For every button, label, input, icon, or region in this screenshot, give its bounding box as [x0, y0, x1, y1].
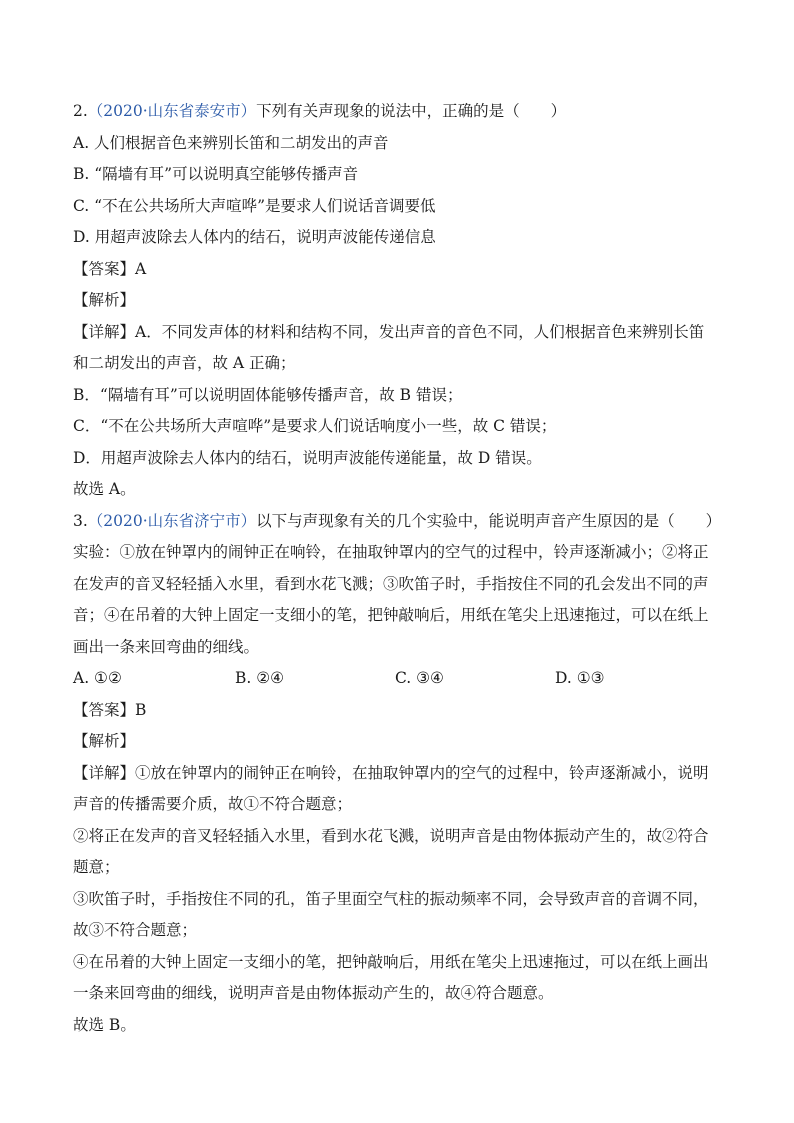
- document-page: [73, 96, 723, 1041]
- experiment-line: 在发声的音叉轻轻插入水里，看到水花飞溅；③吹笛子时，手指按住不同的孔会发出不同的声: [73, 574, 709, 593]
- experiment-line: 画出一条来回弯曲的细线。: [73, 637, 260, 656]
- detail-line: ②将正在发声的音叉轻轻插入水里，看到水花飞溅，说明声音是由物体振动产生的，故②符合: [73, 826, 709, 845]
- option-d: D. 用超声波除去人体内的结石，说明声波能传递信息: [73, 228, 436, 246]
- option-a: A. 人们根据音色来辨别长笛和二胡发出的声音: [73, 133, 389, 152]
- question-text: 以下与声现象有关的几个实验中，能说明声音产生原因的是（ ）: [256, 511, 722, 530]
- option-c: C. “不在公共场所大声喧哗”是要求人们说话音调要低: [73, 196, 436, 215]
- question-text: 下列有关声现象的说法中，正确的是（ ）: [256, 102, 567, 120]
- detail-line: 故③不符合题意；: [73, 921, 198, 939]
- analysis-label: 【解析】: [73, 291, 136, 309]
- experiment-line: 音；④在吊着的大钟上固定一支细小的笔，把钟敲响后，用纸在笔尖上迅速拖过，可以在纸上: [73, 606, 709, 624]
- detail-line: ③吹笛子时，手指按住不同的孔，笛子里面空气柱的振动频率不同，会导致声音的音调不同，: [73, 889, 709, 908]
- detail-line: B．“隔墙有耳”可以说明固体能够传播声音，故 B 错误；: [73, 385, 463, 404]
- detail-line: 题意；: [73, 858, 120, 876]
- detail-line: 【详解】①放在钟罩内的闹钟正在响铃，在抽取钟罩内的空气的过程中，铃声逐渐减小，说明: [73, 763, 709, 782]
- option-a: A. ①②: [73, 669, 122, 687]
- option-d: D. ①③: [555, 669, 605, 687]
- conclusion-line: 故选 B。: [73, 1015, 136, 1034]
- question-number: 3.: [73, 511, 88, 530]
- question-source: （2020·山东省济宁市）: [87, 511, 257, 530]
- detail-line: 声音的传播需要介质，故①不符合题意；: [73, 795, 353, 813]
- conclusion-line: 故选 A。: [73, 480, 136, 498]
- question-number: 2.: [73, 102, 88, 120]
- detail-line: ④在吊着的大钟上固定一支细小的笔，把钟敲响后，用纸在笔尖上迅速拖过，可以在纸上画出: [73, 952, 709, 971]
- detail-line: 和二胡发出的声音，故 A 正确；: [73, 354, 296, 372]
- experiment-line: 实验：①放在钟罩内的闹钟正在响铃，在抽取钟罩内的空气的过程中，铃声逐渐减小；②将正: [73, 543, 709, 561]
- options-row: [73, 663, 723, 695]
- option-b: B. “隔墙有耳”可以说明真空能够传播声音: [73, 165, 359, 183]
- answer-label: 【答案】B: [73, 700, 147, 719]
- answer-label: 【答案】A: [73, 259, 147, 278]
- option-b: B. ②④: [235, 669, 285, 687]
- detail-line: 【详解】A．不同发声体的材料和结构不同，发出声音的音色不同，人们根据音色来辨别长笛: [73, 322, 705, 341]
- question-2-stem: [73, 96, 723, 128]
- option-c: C. ③④: [395, 669, 444, 687]
- question-3-stem: [73, 506, 723, 538]
- detail-line: C．“不在公共场所大声喧哗”是要求人们说话响度小一些，故 C 错误；: [73, 417, 557, 435]
- question-source: （2020·山东省泰安市）: [87, 102, 257, 120]
- detail-line: D．用超声波除去人体内的结石，说明声波能传递能量，故 D 错误。: [73, 448, 542, 467]
- analysis-label: 【解析】: [73, 732, 136, 750]
- detail-line: 一条来回弯曲的细线，说明声音是由物体振动产生的，故④符合题意。: [73, 984, 554, 1002]
